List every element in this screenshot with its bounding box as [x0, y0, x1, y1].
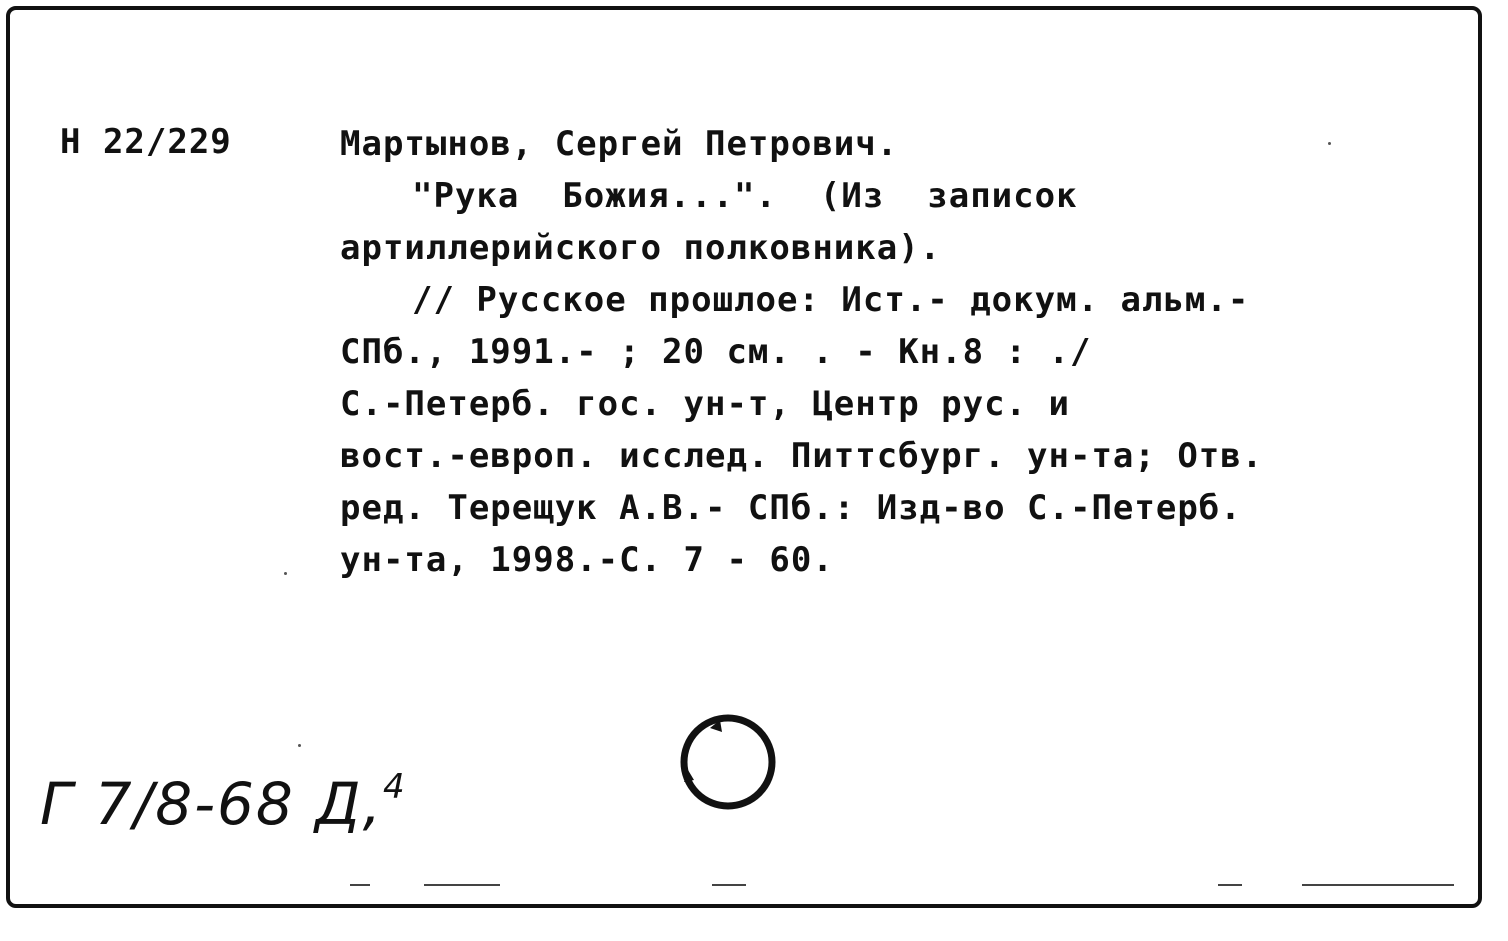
- punch-hole-icon: [672, 706, 784, 818]
- handwritten-code: [40, 766, 407, 838]
- title-continuation-line: артиллерийского полковника).: [340, 228, 942, 268]
- scan-mark: [712, 884, 746, 886]
- scan-speck: [1328, 142, 1331, 145]
- handwritten-code-main: Г 7/8-68 Д,: [40, 770, 384, 838]
- scan-speck: [298, 744, 301, 747]
- publisher-line: С.-Петерб. гос. ун-т, Центр рус. и: [340, 384, 1070, 424]
- author-line: Мартынов, Сергей Петрович.: [340, 124, 899, 164]
- scan-mark: [1218, 884, 1242, 886]
- shelfmark: Н 22/229: [60, 122, 232, 162]
- publication-line: СПб., 1991.- ; 20 см. . - Кн.8 : ./: [340, 332, 1092, 372]
- source-line: // Русское прошлое: Ист.- докум. альм.-: [412, 280, 1250, 320]
- editor-line: ред. Терещук А.В.- СПб.: Изд-во С.-Петерб.: [340, 488, 1242, 528]
- scan-mark: [424, 884, 500, 886]
- title-line: "Рука Божия...". (Из записок: [412, 176, 1078, 216]
- institution-line: вост.-европ. исслед. Питтсбург. ун-та; Отв.: [340, 436, 1264, 476]
- scan-mark: [350, 884, 370, 886]
- handwritten-code-superscript: 4: [383, 766, 407, 807]
- scan-mark: [1302, 884, 1454, 886]
- pages-line: ун-та, 1998.-С. 7 - 60.: [340, 540, 834, 580]
- scan-speck: [284, 572, 287, 575]
